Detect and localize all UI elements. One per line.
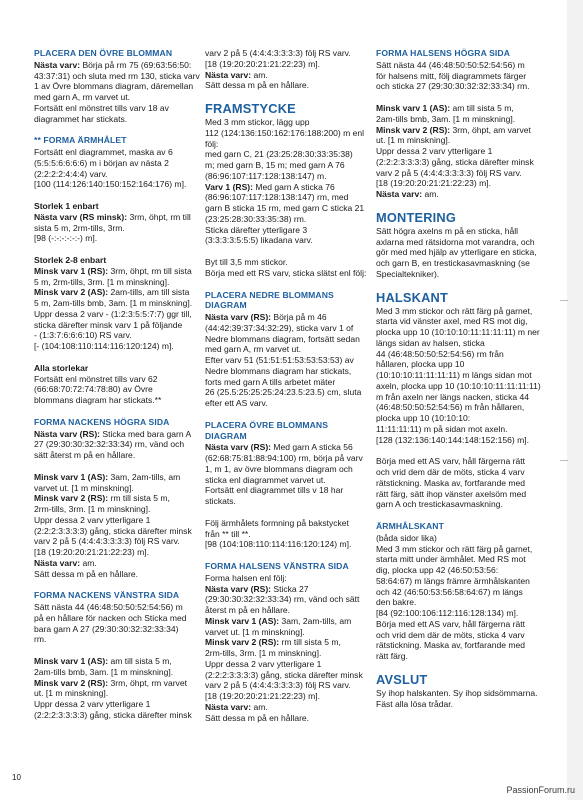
body-line: Sätt dessa m på en hållare. xyxy=(205,80,310,91)
body-line: Minsk varv 1 (RS): 3rm, öhpt, rm till sista xyxy=(34,265,192,276)
body-line: Minsk varv 2 (RS): 3rm, öhpt, am varvet xyxy=(376,124,531,135)
body-line: Fäst alla lösa trådar. xyxy=(376,698,453,709)
body-line: Nästa varv: am. xyxy=(205,701,268,712)
body-line: Sy ihop halskanten. Sy ihop sidsömmarna. xyxy=(376,687,538,698)
column-right xyxy=(376,48,548,720)
body-line: Sätt dessa m på en hållare. xyxy=(34,568,139,579)
body-line: Specialtekniker). xyxy=(376,268,440,279)
body-line: Uppr dessa 2 varv ytterligare 1 xyxy=(205,658,322,669)
body-line: forts med garn A tills arbetet mäter xyxy=(205,376,336,387)
body-line: Börja med ett RS varv, sticka slätst enl följ: xyxy=(205,267,367,278)
body-line: 2am-tills bmb, 3am. [1 m minskning]. xyxy=(34,666,174,677)
body-line: 44 (46:48:50:50:52:54:56) rm från xyxy=(376,348,504,359)
section-heading: FORMA HALSENS HÖGRA SIDA xyxy=(376,48,511,58)
body-line: Varv 1 (RS): Med garn A sticka 76 xyxy=(205,181,335,192)
section xyxy=(205,102,368,246)
section-heading: PLACERA DEN ÖVRE BLOMMAN xyxy=(34,48,173,58)
body-line: (86:96:107:117:128:138:147) m. xyxy=(205,170,327,181)
body-line: varv 2 på 5 (4:4:4:3:3:3:3) följ RS varv. xyxy=(34,536,180,547)
section xyxy=(34,201,197,244)
body-line: Minsk varv 1 (AS): 3am, 2am-tills, am xyxy=(34,471,181,482)
body-line: Minsk varv 2 (RS): 3rm, öhpt, rm varvet xyxy=(34,677,187,688)
body-line: 1 av Övre blommans diagram, däremellan xyxy=(34,81,194,92)
body-line: på en hållare för nacken och Sticka med xyxy=(34,612,187,623)
body-line: Minsk varv 1 (AS): am till sista 5 m, xyxy=(34,656,172,666)
body-line: Följ ärmhålets formning på bakstycket xyxy=(205,517,349,528)
body-line: efter ett AS varv. xyxy=(205,398,268,408)
body-line: och 42 (46:50:53:56:58:64:67) m längs xyxy=(376,586,523,597)
body-line: (3:3:3:3:5:5:5) likadana varv. xyxy=(205,235,313,246)
body-line: 2rm-tills, 3rm. [1 m minskning]. xyxy=(205,648,322,658)
body-line: (46:48:50:50:52:54:56) m från hållaren, xyxy=(376,402,525,413)
body-line: för halsens mitt, följ diagrammets färger xyxy=(376,70,527,81)
body-line: Med 3 mm stickor och rätt färg på garnet, xyxy=(376,305,533,316)
section-heading: FRAMSTYCKE xyxy=(205,101,296,116)
body-line: Minsk varv 2 (RS): rm till sista 5 m, xyxy=(205,637,341,648)
body-line: Fortsätt enl diagrammet tills v 18 har xyxy=(205,485,344,496)
page-number: 10 xyxy=(12,773,21,782)
watermark: PassionForum.ru xyxy=(506,785,575,795)
body-line: med garn A, rm varvet ut. xyxy=(34,92,130,102)
body-line: starta vid vänster axel, med RS mot dig, xyxy=(376,316,528,327)
body-line: [18 (19:20:20:21:21:22:23) m]. xyxy=(205,691,320,701)
body-line: m; med garn B, 15 m; med garn A 76 xyxy=(205,160,345,170)
body-line: från ** till **. xyxy=(205,528,251,539)
edge-tick xyxy=(560,460,568,461)
section xyxy=(205,420,368,507)
body-line: (62:68:75:81:88:94:100) rm, börja på varv xyxy=(205,453,363,463)
body-line: gör med med hjälp av ytterligare en sticka, xyxy=(376,247,537,258)
body-line: 1, m 1, av övre blommans diagram och xyxy=(205,463,353,474)
section xyxy=(34,363,197,406)
section-heading: AVSLUT xyxy=(376,671,428,687)
body-line: Nästa varv (RS): Sticka 27 xyxy=(205,583,309,594)
section xyxy=(34,590,197,645)
body-line: [- (104:108:110:114:116:120:124) m]. xyxy=(34,341,174,351)
body-line: Fortsätt enl mönstret tills varv 18 av xyxy=(34,102,169,113)
subheading: Alla storlekar xyxy=(34,362,89,373)
body-line: 5 m, 2am-tills bmb, 3am. [1 m minskning]. xyxy=(34,298,193,308)
body-line: Nästa varv: am. xyxy=(376,189,439,199)
body-line: sätt återst m på en hållare. xyxy=(34,450,136,460)
body-line: garn A och trestickasavmaskning. xyxy=(376,499,503,510)
section xyxy=(376,103,548,200)
body-line: [98 (-:-:-:-:-:-) m]. xyxy=(34,233,98,244)
body-line: Sätt nästa 44 (46:48:50:50:52:54:56) m xyxy=(34,602,183,612)
body-line: [84 (92:100:106:112:116:128:134) m]. xyxy=(376,608,519,618)
body-line: Efter varv 51 (51:51:51:53:53:53:53) av xyxy=(205,355,354,365)
section xyxy=(205,257,368,279)
body-line: Uppr dessa 2 varv ytterligare 1 xyxy=(34,514,151,525)
section-heading: FORMA NACKENS HÖGRA SIDA xyxy=(34,416,170,427)
body-line: axlarna med rätsidorna mot varandra, och xyxy=(376,236,535,247)
body-line: Minsk varv 2 (RS): rm till sista 5 m, xyxy=(34,493,170,504)
body-line: axeln, plocka upp 10 (10:10:10:11:11:11:11) xyxy=(376,380,541,391)
body-line: (2:2:2:3:3:3:3) gång, sticka därefter minsk xyxy=(376,156,534,167)
body-line: varvet ut. [1 m minskning]. xyxy=(205,626,305,637)
body-line: och vrid dem där de möts, sticka 4 varv xyxy=(376,629,525,640)
body-line: Börja med ett AS varv, håll färgerna rätt xyxy=(376,456,526,467)
body-line: hållaren, plocka upp 10 xyxy=(376,359,465,370)
section xyxy=(205,518,368,550)
edge-tick xyxy=(560,300,568,301)
section xyxy=(34,48,200,124)
body-line: varv 2 på 5 (4:4:4:3:3:3:3) följ RS varv. xyxy=(376,167,522,178)
body-line: [128 (132:136:140:144:148:152:156) m]. xyxy=(376,434,530,445)
body-line: Nästa varv (RS minsk): 3rm, öhpt, rm till xyxy=(34,211,191,222)
body-line: Nästa varv: am. xyxy=(34,557,97,568)
body-line: 58:64:67) m längs främre ärmhålskanten xyxy=(376,575,530,586)
subheading: Storlek 1 enbart xyxy=(34,201,99,211)
body-line: (2:2:2:3:3:3:3) gång, sticka därefter minsk xyxy=(205,669,363,680)
body-line: varv 2 på 5 (4:4:4:3:3:3:3) följ RS varv. xyxy=(205,48,351,58)
body-line: sticka enl diagrammet varvet ut. xyxy=(205,474,326,485)
body-line: och garn B, en trestickasavmaskning (se xyxy=(376,258,530,268)
section-heading: ** FORMA ÄRMHÅLET xyxy=(34,135,127,146)
body-line: och sticka 27 (29:30:30:32:32:33:34) rm. xyxy=(376,81,530,92)
body-line: (båda sidor lika) xyxy=(376,532,437,543)
body-line: 5 m, 2rm-tills, 3rm. [1 m minskning]. xyxy=(34,276,170,287)
body-line: Fortsätt enl mönstret tills varv 62 xyxy=(34,373,158,384)
body-line: Minsk varv 1 (AS): 3am, 2am-tills, am xyxy=(205,615,352,626)
body-line: Börja med ett AS varv, håll färgerna rätt xyxy=(376,618,526,629)
body-line: Minsk varv 1 (AS): am till sista 5 m, xyxy=(376,103,514,113)
body-line: återst m på en hållare. xyxy=(205,605,291,615)
body-line: Nästa varv (RS): Börja på m 46 xyxy=(205,312,327,322)
section-heading: PLACERA ÖVRE BLOMMANS DIAGRAM xyxy=(205,419,329,441)
body-line: Uppr dessa 2 varv ytterligare 1 xyxy=(34,699,151,709)
body-line: (5:5:5:6:6:6:6) m i början av nästa 2 xyxy=(34,157,169,168)
body-line: Med 3 mm stickor och rätt färg på garnet, xyxy=(376,543,533,554)
section xyxy=(376,211,548,280)
section xyxy=(34,417,197,461)
body-line: (86:96:107:117:128:138:147) rm, med xyxy=(205,192,349,203)
body-line: starta mitt under ärmhålet. Med RS mot xyxy=(376,554,526,565)
column-left xyxy=(34,48,200,732)
body-line: Nästa varv (RS): Med garn A sticka 56 xyxy=(205,442,353,453)
body-line: Fortsätt enl diagrammet, maska av 6 xyxy=(34,147,173,157)
body-line: Nästa varv: am. xyxy=(205,69,268,80)
body-line: rätstickning. Maska av, fortfarande med xyxy=(376,640,526,651)
body-line: med garn A, rm varvet ut. xyxy=(205,344,301,355)
body-line: 2am-tills bmb, 3am. [1 m minskning]. xyxy=(376,113,516,124)
body-line: Byt till 3,5 mm stickor. xyxy=(205,257,288,267)
section xyxy=(376,48,548,92)
body-line: med garn C, 21 (23:25:28:30:33:35:38) xyxy=(205,149,353,160)
section-heading: HALSKANT xyxy=(376,289,448,305)
body-line: (2:2:2:3:3:3:3) gång, sticka därefter minsk xyxy=(34,525,192,536)
body-line: ut. [1 m minskning]. xyxy=(34,688,109,699)
body-line: (66:68:70:72:74:78:80) av Övre xyxy=(34,384,153,395)
page-edge-strip xyxy=(567,0,583,800)
section xyxy=(205,290,368,409)
body-line: varv 2 på 5 (4:4:4:3:3:3:3) följ RS varv. xyxy=(205,680,351,691)
body-line: [18 (19:20:20:21:21:22:23) m]. xyxy=(376,178,491,189)
section-heading: ÄRMHÅLSKANT xyxy=(376,521,444,531)
body-line: sista 5 m, 2rm-tills, 3rm. xyxy=(34,222,125,233)
section-heading: FORMA NACKENS VÄNSTRA SIDA xyxy=(34,590,180,601)
body-line: Uppr dessa 2 varv - (1:2:3:5:5:7:7) ggr till, xyxy=(34,308,192,319)
subheading: Storlek 2-8 enbart xyxy=(34,255,107,265)
body-line: garn B sticka 15 rm, med garn C sticka 21 xyxy=(205,203,365,213)
body-line: rm. xyxy=(34,634,47,645)
body-line: varvet ut. [1 m minskning]. xyxy=(34,482,134,493)
section xyxy=(205,48,368,91)
body-line: Nedre blommans diagram, fortsätt sedan xyxy=(205,333,360,344)
body-line: plocka upp 10 (10:10:10:11:11:11:11) m ner xyxy=(376,327,540,337)
section xyxy=(34,135,197,190)
body-line: - (1:3:7:6:6:6:10) RS varv. xyxy=(34,330,132,341)
body-line: dig, plocka upp 42 (46:50:53:56: xyxy=(376,565,499,575)
body-line: (44:42:39:37:34:32:29), sticka varv 1 of xyxy=(205,322,354,333)
body-line: 112 (124:136:150:162:176:188:200) m enl xyxy=(205,127,365,138)
body-line: Sticka därefter ytterligare 3 xyxy=(205,224,308,235)
column-middle xyxy=(205,48,368,734)
body-line: [100 (114:126:140:150:152:164:176) m]. xyxy=(34,179,187,190)
body-line: Nedre blommans diagram har stickats, xyxy=(205,365,352,376)
body-line: Nästa varv (RS): Sticka med bara garn A xyxy=(34,428,192,439)
body-line: Med 3 mm stickor, lägg upp xyxy=(205,117,310,127)
section xyxy=(34,656,197,721)
body-line: (2:2:2:2:4:4:4) varv. xyxy=(34,168,108,179)
body-line: 26 (25.5:25:25:25:24:23.5:23.5) cm, sluta xyxy=(205,387,362,398)
section xyxy=(376,291,548,446)
body-line: (29:30:30:32:32:33:34) rm, vänd och sätt xyxy=(205,594,360,605)
body-line: längs sidan av halsen, sticka xyxy=(376,337,485,348)
body-line: bara garn A 27 (29:30:30:32:32:33:34) xyxy=(34,623,179,634)
body-line: följ: xyxy=(205,138,219,149)
body-line: Uppr dessa 2 varv ytterligare 1 xyxy=(376,146,493,156)
section xyxy=(376,456,548,510)
section-heading: FORMA HALSENS VÄNSTRA SIDA xyxy=(205,561,349,571)
body-line: sticka därefter minsk varv 1 på följande xyxy=(34,319,183,330)
section xyxy=(376,521,548,662)
body-line: (2:2:2:3:3:3:3) gång, sticka därefter minsk xyxy=(34,709,192,720)
body-line: Sätt högra axelns m på en sticka, håll xyxy=(376,225,519,236)
body-line: ut. [1 m minskning]. xyxy=(376,135,451,146)
body-line: plocka upp 10 (10:10:10: xyxy=(376,413,471,423)
body-line: diagrammet har stickats. xyxy=(34,113,128,124)
section xyxy=(205,561,368,723)
section xyxy=(376,673,548,710)
section-heading: MONTERING xyxy=(376,209,456,225)
body-line: 2rm-tills, 3rm. [1 m minskning]. xyxy=(34,504,151,514)
body-line: (23:25:28:30:33:35:38) rm. xyxy=(205,213,307,224)
body-line: 43:37:31) och sluta med rm 130, sticka varv xyxy=(34,70,200,81)
body-line: Sätt nästa 44 (46:48:50:50:52:54:56) m xyxy=(376,59,525,70)
section xyxy=(34,255,197,352)
body-line: 27 (29:30:30:32:32:33:34) rm, vänd och xyxy=(34,439,185,450)
body-line: m från axeln ner längs nacken, sticka 44 xyxy=(376,391,529,402)
body-line: [18 (19:20:20:21:21:22:23) m]. xyxy=(205,58,320,69)
body-line: [98 (104:108:110:114:116:120:124) m]. xyxy=(205,539,352,550)
body-line: blommans diagram har stickats.** xyxy=(34,395,162,405)
body-line: rätstickning. Maska av, fortfarande med xyxy=(376,477,526,488)
body-line: [18 (19:20:20:21:21:22:23) m]. xyxy=(34,547,149,557)
body-line: 11:11:11:11) m på sidan mot axeln. xyxy=(376,423,508,434)
body-line: den bakre. xyxy=(376,597,417,608)
body-line: Sätt dessa m på en hållare. xyxy=(205,712,310,723)
section-heading: PLACERA NEDRE BLOMMANS DIAGRAM xyxy=(205,289,334,311)
body-line: rätt färg. xyxy=(376,651,408,661)
body-line: Nästa varv: Börja på rm 75 (69:63:56:50: xyxy=(34,59,192,70)
body-line: rätt färg, sätt ihop vänster axelsöm med xyxy=(376,488,527,499)
body-line: Minsk varv 2 (AS): 2am-tills, am till sista xyxy=(34,287,190,298)
body-line: och vrid dem där de möts, sticka 4 varv xyxy=(376,467,525,477)
body-line: (10:10:10:11:11:11:11) m längs sidan mot xyxy=(376,370,532,380)
body-line: Forma halsen enl följ: xyxy=(205,572,287,583)
section xyxy=(34,472,197,580)
body-line: stickats. xyxy=(205,496,236,506)
